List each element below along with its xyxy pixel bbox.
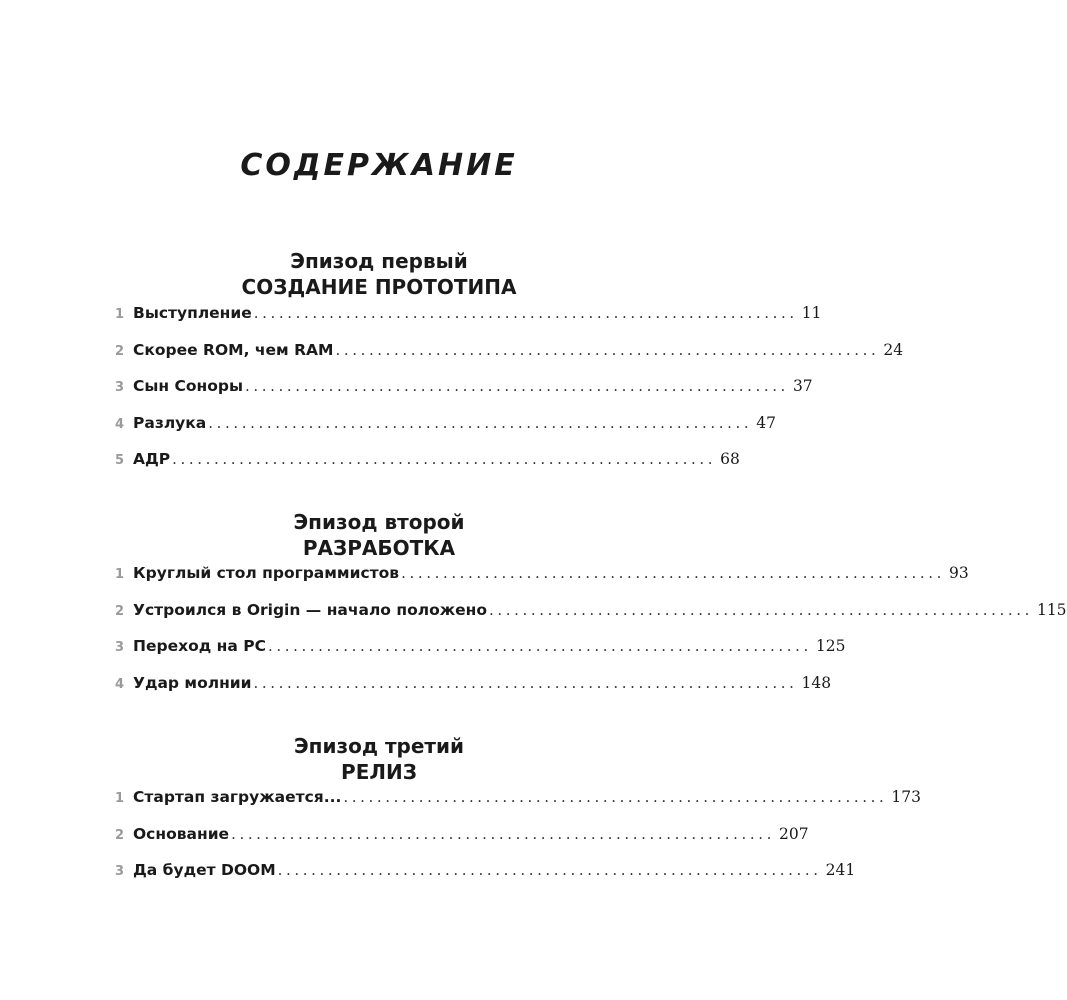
chapter-number: 3	[115, 640, 125, 656]
dot-leader: .................................................................	[401, 564, 946, 582]
chapter-title: Основание	[133, 824, 230, 843]
episode-name: Эпизод третий	[293, 734, 465, 758]
dot-leader: .................................................................	[253, 304, 798, 322]
toc-entry[interactable]	[115, 413, 776, 451]
chapter-title: АДР	[133, 450, 171, 469]
toc-entry[interactable]	[115, 824, 809, 862]
dot-leader: .................................................................	[208, 413, 753, 432]
page-number: 24	[883, 340, 904, 359]
page-number: 115	[1036, 600, 1067, 619]
chapter-title: Разлука	[133, 413, 207, 432]
page-number: 47	[756, 413, 776, 432]
dot-leader: .................................................................	[172, 450, 717, 469]
chapter-list	[115, 788, 921, 898]
toc-entry[interactable]	[115, 340, 904, 378]
toc-entry[interactable]	[115, 637, 846, 674]
chapter-number: 1	[115, 307, 125, 322]
toc-entry[interactable]	[115, 600, 1067, 638]
episode-heading	[0, 248, 758, 300]
toc-entry[interactable]	[115, 861, 856, 898]
page-number: 241	[825, 861, 856, 880]
chapter-list	[115, 304, 904, 487]
chapter-title: Устроился в Origin — начало положено	[133, 600, 488, 619]
dot-leader: .................................................................	[253, 673, 798, 692]
toc-entry[interactable]	[115, 673, 832, 711]
chapter-number: 3	[115, 864, 125, 880]
episode-name: Эпизод второй	[293, 510, 465, 534]
dot-leader: .................................................................	[267, 637, 812, 656]
page-number: 125	[815, 637, 846, 656]
chapter-title: Удар молнии	[133, 673, 252, 692]
page-number: 37	[792, 377, 813, 396]
chapter-title: Переход на PC	[133, 637, 266, 656]
chapter-title: Стартап загружается...	[133, 788, 342, 806]
chapter-title: Сын Соноры	[133, 377, 243, 396]
chapter-number: 4	[115, 676, 125, 692]
dot-leader: .................................................................	[343, 788, 888, 806]
page-title: СОДЕРЖАНИЕ	[240, 148, 518, 183]
chapter-number: 2	[115, 603, 125, 619]
toc-entry[interactable]	[115, 450, 740, 487]
dot-leader: .................................................................	[489, 600, 1033, 619]
chapter-number: 4	[115, 416, 125, 432]
chapter-number: 1	[115, 567, 125, 582]
chapter-number: 5	[115, 453, 125, 469]
toc-entry[interactable]	[115, 304, 822, 341]
chapter-number: 1	[115, 791, 125, 806]
toc-entry[interactable]	[115, 564, 969, 601]
chapter-number: 3	[115, 380, 125, 396]
page-number: 68	[720, 450, 740, 469]
toc-entry[interactable]	[115, 377, 813, 414]
chapter-list	[115, 564, 1067, 710]
toc-entry[interactable]	[115, 788, 921, 825]
dot-leader: .................................................................	[277, 861, 822, 880]
chapter-title: Выступление	[133, 304, 252, 322]
episode-heading	[0, 733, 758, 785]
page-number: 93	[949, 564, 969, 582]
page-number: 148	[801, 673, 832, 692]
chapter-number: 2	[115, 343, 125, 359]
chapter-number: 2	[115, 827, 125, 843]
dot-leader: .................................................................	[335, 340, 880, 359]
episode-heading	[0, 509, 758, 561]
chapter-title: Да будет DOOM	[133, 861, 276, 880]
page-number: 207	[779, 824, 809, 843]
chapter-title: Скорее ROM, чем RAM	[133, 340, 334, 359]
dot-leader: .................................................................	[231, 824, 776, 843]
chapter-title: Круглый стол программистов	[133, 564, 400, 582]
episode-name: Эпизод первый	[290, 249, 468, 273]
page-number: 11	[801, 304, 822, 322]
episode-title: РАЗРАБОТКА	[302, 536, 456, 560]
episode-title: РЕЛИЗ	[341, 760, 417, 784]
dot-leader: .................................................................	[245, 377, 789, 396]
episode-title: СОЗДАНИЕ ПРОТОТИПА	[241, 275, 517, 299]
page-number: 173	[891, 788, 921, 806]
